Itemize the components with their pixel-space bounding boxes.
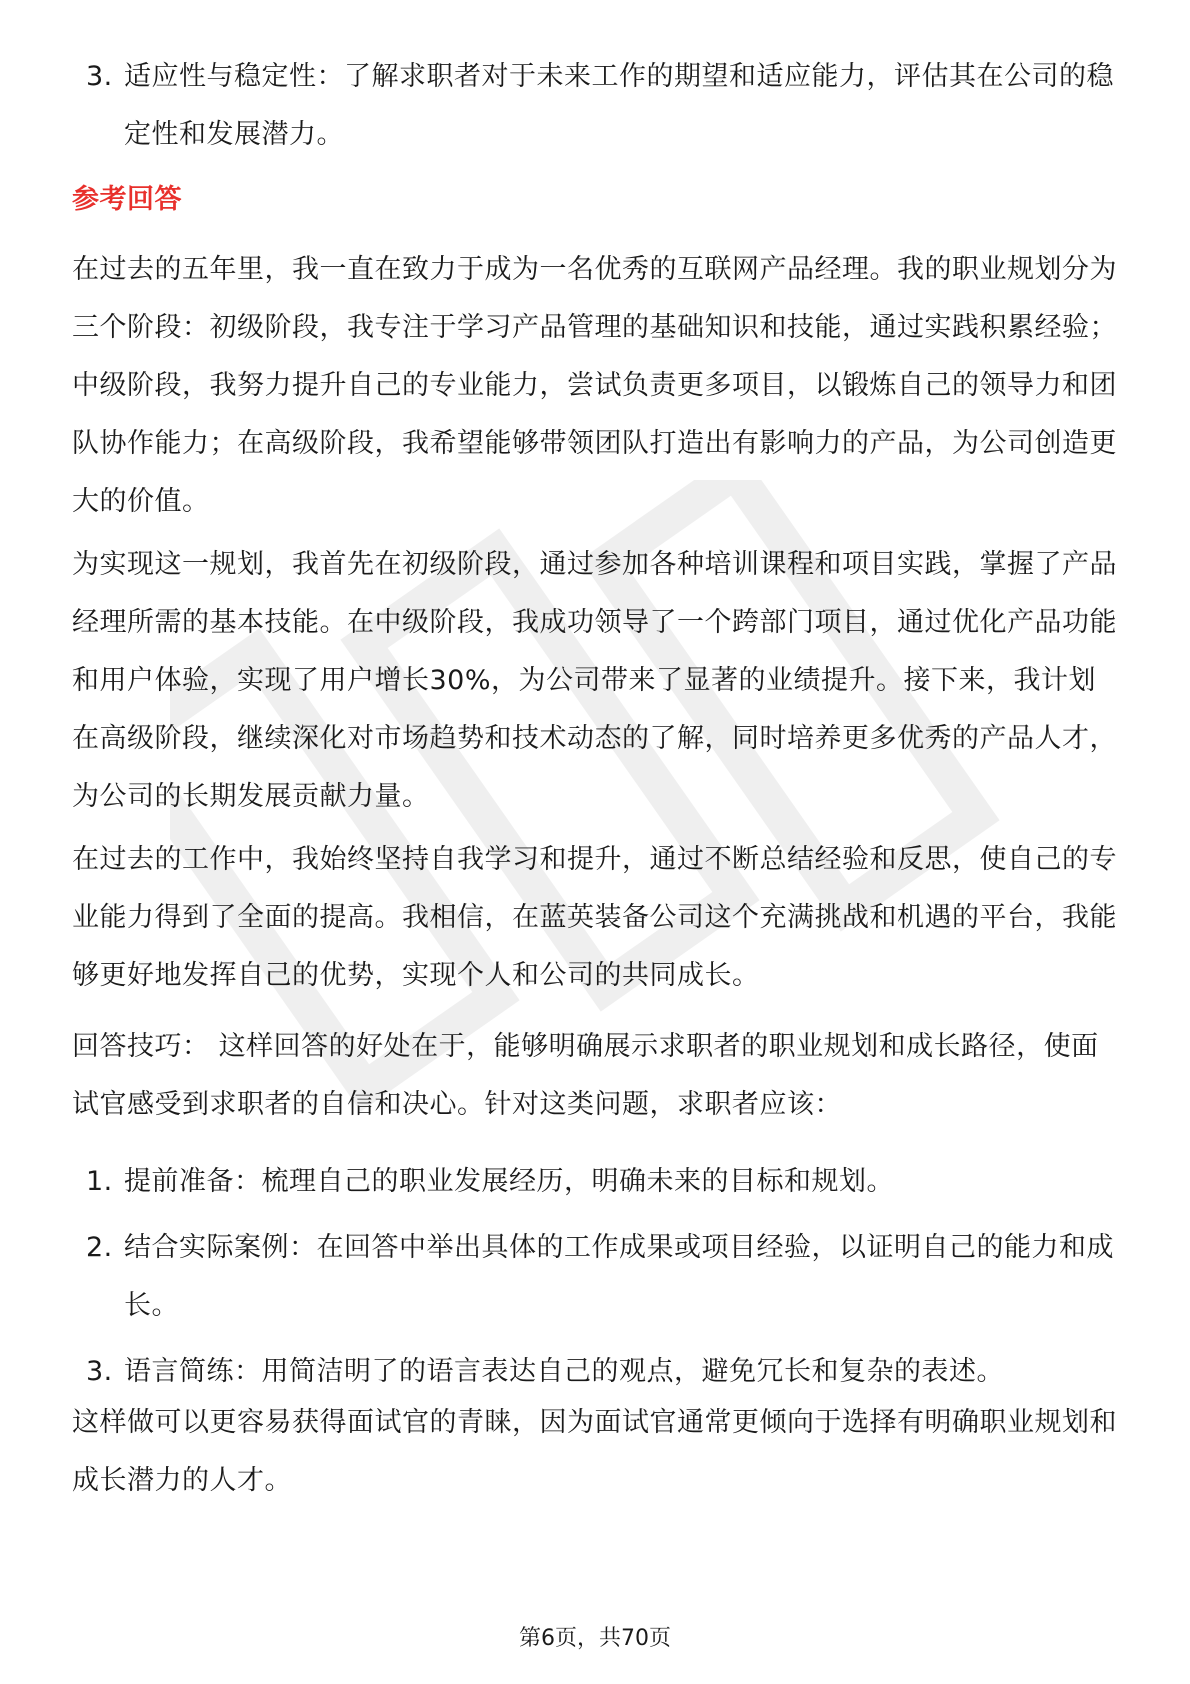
- list-item-number: 1.: [86, 1166, 113, 1197]
- tips-list: [72, 1153, 1122, 1401]
- list-item: [72, 1343, 1122, 1401]
- list-item: [72, 48, 1122, 164]
- answer-tips-paragraph: 回答技巧： 这样回答的好处在于，能够明确展示求职者的职业规划和成长路径，使面试官感受到求职者的自信和决心。针对这类问题，求职者应该：: [72, 1031, 1099, 1120]
- top-list: [72, 48, 1122, 164]
- list-item: [72, 1219, 1122, 1335]
- closing-paragraph: 这样做可以更容易获得面试官的青睐，因为面试官通常更倾向于选择有明确职业规划和成长潜力的人才。: [72, 1407, 1117, 1496]
- list-item: [72, 1153, 1122, 1211]
- list-item-text: 语言简练：用简洁明了的语言表达自己的观点，避免冗长和复杂的表述。: [124, 1356, 1004, 1387]
- list-item-number: 3.: [86, 61, 113, 92]
- paragraph-2: 为实现这一规划，我首先在初级阶段，通过参加各种培训课程和项目实践，掌握了产品经理所需的基本技能。在中级阶段，我成功领导了一个跨部门项目，通过优化产品功能和用户体验，实现了用户增长30%，为公司带来了显著的业绩提升。接下来，我计划在高级阶段，继续深化对市场趋势和技术动态的了解，同时培养更多优秀的产品人才，为公司的长期发展贡献力量。: [72, 549, 1117, 812]
- list-item-text: 结合实际案例：在回答中举出具体的工作成果或项目经验，以证明自己的能力和成长。: [124, 1232, 1114, 1321]
- list-item-text: 提前准备：梳理自己的职业发展经历，明确未来的目标和规划。: [124, 1166, 894, 1197]
- paragraph-1: 在过去的五年里，我一直在致力于成为一名优秀的互联网产品经理。我的职业规划分为三个阶段：初级阶段，我专注于学习产品管理的基础知识和技能，通过实践积累经验；中级阶段，我努力提升自己的专业能力，尝试负责更多项目，以锻炼自己的领导力和团队协作能力；在高级阶段，我希望能够带领团队打造出有影响力的产品，为公司创造更大的价值。: [72, 254, 1117, 517]
- paragraph-3: 在过去的工作中，我始终坚持自我学习和提升，通过不断总结经验和反思，使自己的专业能力得到了全面的提高。我相信，在蓝英装备公司这个充满挑战和机遇的平台，我能够更好地发挥自己的优势，实现个人和公司的共同成长。: [72, 844, 1117, 991]
- page-number: 第6页，共70页: [519, 1626, 671, 1651]
- section-heading: 参考回答: [72, 184, 182, 215]
- list-item-text: 适应性与稳定性：了解求职者对于未来工作的期望和适应能力，评估其在公司的稳定性和发展潜力。: [124, 61, 1114, 150]
- list-item-number: 2.: [86, 1232, 113, 1263]
- list-item-number: 3.: [86, 1356, 113, 1387]
